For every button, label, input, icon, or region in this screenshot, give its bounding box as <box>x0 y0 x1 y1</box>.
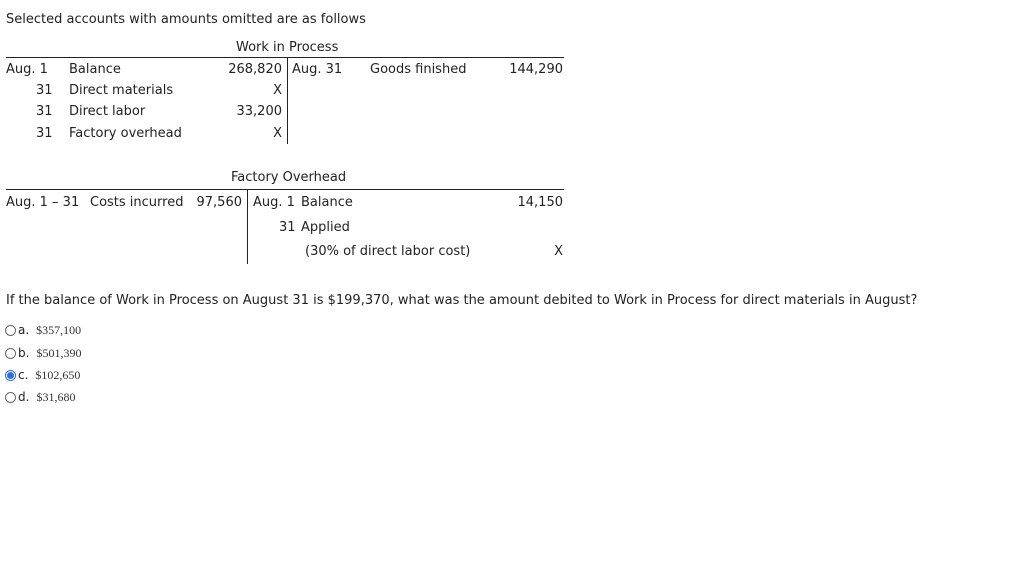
option-value: $102,650 <box>35 367 81 382</box>
foh-debit-date: Aug. 1 – 31 <box>6 195 80 210</box>
wip-debit-date: 31 <box>36 126 53 141</box>
wip-top-rule <box>6 57 564 58</box>
foh-debit-label: Costs incurred <box>90 195 184 210</box>
option-value: $357,100 <box>36 322 82 337</box>
wip-center-rule <box>287 58 288 144</box>
radio-button[interactable] <box>5 392 16 403</box>
option-value: $31,680 <box>36 389 76 404</box>
wip-debit-amount: X <box>273 126 282 141</box>
option-d[interactable] <box>5 389 75 405</box>
wip-credit-amount: 144,290 <box>509 62 563 77</box>
radio-button[interactable] <box>5 348 16 359</box>
wip-debit-amount: 33,200 <box>236 104 282 119</box>
foh-credit-date: Aug. 1 <box>253 195 295 210</box>
wip-debit-date: Aug. 1 <box>6 62 48 77</box>
wip-debit-date: 31 <box>36 104 53 119</box>
foh-top-rule <box>6 189 564 190</box>
wip-debit-label: Direct labor <box>69 104 146 119</box>
wip-debit-amount: X <box>273 83 282 98</box>
option-value: $501,390 <box>36 345 82 360</box>
option-b[interactable] <box>5 345 81 361</box>
foh-credit-amount: 14,150 <box>517 195 563 210</box>
question-text: If the balance of Work in Process on August 31 is $199,370, what was the amount debited to Work in Process for direct materials in August? <box>6 293 918 308</box>
radio-button-selected[interactable] <box>5 370 16 381</box>
option-letter: d. <box>18 390 30 404</box>
wip-debit-label: Direct materials <box>69 83 174 98</box>
foh-credit-amount: X <box>554 244 563 259</box>
wip-debit-date: 31 <box>36 83 53 98</box>
foh-center-rule <box>247 190 248 264</box>
option-letter: c. <box>18 368 29 382</box>
wip-title: Work in Process <box>236 40 339 55</box>
foh-debit-amount: 97,560 <box>196 195 242 210</box>
wip-debit-label: Balance <box>69 62 121 77</box>
option-letter: a. <box>18 323 30 337</box>
foh-credit-date: 31 <box>279 220 296 235</box>
foh-credit-label: Applied <box>301 220 350 235</box>
wip-credit-label: Goods finished <box>370 62 467 77</box>
intro-text: Selected accounts with amounts omitted are as follows <box>6 12 366 27</box>
radio-button[interactable] <box>5 325 16 336</box>
wip-debit-label: Factory overhead <box>69 126 182 141</box>
option-letter: b. <box>18 346 30 360</box>
foh-credit-note: (30% of direct labor cost) <box>305 244 471 259</box>
option-a[interactable] <box>5 322 81 338</box>
foh-credit-label: Balance <box>301 195 353 210</box>
foh-title: Factory Overhead <box>231 170 347 185</box>
option-c[interactable] <box>5 367 80 383</box>
wip-credit-date: Aug. 31 <box>292 62 343 77</box>
wip-debit-amount: 268,820 <box>228 62 282 77</box>
